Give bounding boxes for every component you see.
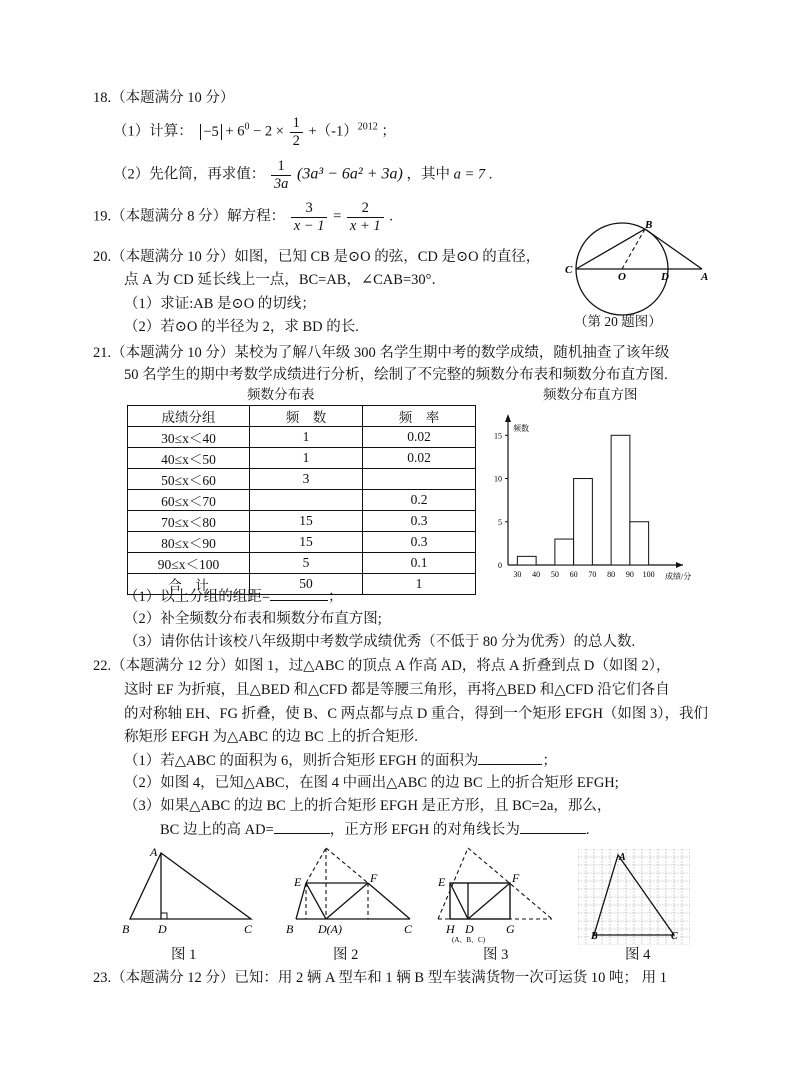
fig3-label-g: G xyxy=(506,922,515,936)
q20-line4: （2）若⊙O 的半径为 2，求 BD 的长. xyxy=(124,319,359,335)
q20-line2: 点 A 为 CD 延长线上一点，BC=AB，∠CAB=30°． xyxy=(124,272,446,288)
histogram-x-label: 成绩/分 xyxy=(665,572,692,581)
q18-part1 xyxy=(113,115,396,149)
q22-sub4-blank-diagonal xyxy=(520,821,586,834)
histogram-x-tick-label: 100 xyxy=(642,570,655,579)
fig1-label-a: A xyxy=(150,845,158,859)
q20-chord-cb xyxy=(576,229,645,269)
q22-sub3: （3）如果△ABC 的边 BC 上的折合矩形 EFGH 是正方形，且 BC=2a，那么， xyxy=(124,798,612,814)
histogram-y-tick-label: 15 xyxy=(494,431,502,441)
q18-part1-end: ； xyxy=(381,123,396,140)
fig3-line-fd xyxy=(468,883,510,919)
q18-exp-2012: 2012 xyxy=(357,121,378,133)
q22-line3: 的对称轴 EH、FG 折叠，使 B、C 两点都与点 D 重合，得到一个矩形 EFGH（如图 3），我们 xyxy=(124,706,709,722)
table-cell: 60≤x＜70 xyxy=(128,490,250,511)
table-row xyxy=(128,427,476,448)
q22-sub2: （2）如图 4，已知△ABC，在图 4 中画出△ABC 的边 BC 上的折合矩形 EFGH; xyxy=(124,775,619,791)
fig3-label-f: F xyxy=(512,871,520,885)
q20-label-b: B xyxy=(645,219,653,231)
table-cell: 0.1 xyxy=(363,553,476,574)
q21-table-title: 频数分布表 xyxy=(247,387,315,402)
histogram-y-arrow xyxy=(505,414,511,422)
fig3-label-e: E xyxy=(438,875,446,889)
q18-expr-d: +（-1） xyxy=(308,123,358,140)
q19-end: . xyxy=(389,208,393,225)
q22-sub4-height-text: BC 边上的高 AD= xyxy=(160,822,274,838)
table-cell: 15 xyxy=(250,532,363,553)
q18-expr-b: + 6 xyxy=(225,123,245,140)
fig1-right-angle-mark xyxy=(161,913,167,919)
q21-chart-title: 频数分布直方图 xyxy=(543,387,638,402)
fig2-label-b: B xyxy=(286,922,294,936)
table-cell: 1 xyxy=(250,427,363,448)
q18-part2-expr: (3a³ − 6a² + 3a) xyxy=(297,165,403,183)
table-cell: 15 xyxy=(250,511,363,532)
q21-line2: 50 名学生的期中考数学成绩进行分析，绘制了不完整的频数分布表和频数分布直方图. xyxy=(124,367,668,383)
table-cell: 0.2 xyxy=(363,490,476,511)
q18-exp-zero: 0 xyxy=(244,121,250,133)
fig1-label-b: B xyxy=(122,922,130,936)
table-cell: 80≤x＜90 xyxy=(128,532,250,553)
fig1-triangle xyxy=(130,853,251,919)
histogram-x-tick-label: 70 xyxy=(588,570,597,579)
histogram-x-tick-label: 90 xyxy=(625,570,634,579)
table-row xyxy=(128,490,476,511)
q21-sub1-text: （1）以上分组的组距= xyxy=(124,589,270,605)
q20-line1: 20.（本题满分 10 分）如图，已知 CB 是⊙O 的弦，CD 是⊙O 的直径， xyxy=(93,249,541,265)
q18-title: 18.（本题满分 10 分） xyxy=(93,90,235,106)
q20-label-a: A xyxy=(701,271,709,283)
fig4-label-a: A xyxy=(619,852,626,863)
q19-title: 19.（本题满分 8 分）解方程： xyxy=(93,208,286,225)
table-cell: 50 xyxy=(250,574,363,595)
q21-sub1-blank xyxy=(270,588,328,601)
q21-line1: 21.（本题满分 10 分）某校为了解八年级 300 名学生期中考的数学成绩，随机抽查了该年级 xyxy=(93,345,670,361)
fig3-label-h: H xyxy=(446,922,455,936)
table-row xyxy=(128,448,476,469)
q21-sub1 xyxy=(124,588,342,606)
q20-label-d: D xyxy=(661,271,669,283)
table-header-row xyxy=(128,406,476,427)
q22-line1: 22.（本题满分 12 分）如图 1，过△ABC 的顶点 A 作高 AD，将点 A 折叠到点 D（如图 2）， xyxy=(93,658,671,674)
q20-tangent-ab xyxy=(645,229,702,269)
q18-part2 xyxy=(113,158,492,192)
table-row xyxy=(128,553,476,574)
q22-sub1-text: （1）若△ABC 的面积为 6，则折合矩形 EFGH 的面积为 xyxy=(124,753,479,769)
histogram-y-tick-label: 10 xyxy=(494,474,502,484)
histogram-y-tick-label: 0 xyxy=(498,561,502,570)
table-cell: 0.3 xyxy=(363,511,476,532)
table-cell: 0.02 xyxy=(363,427,476,448)
q22-figure-1 xyxy=(118,843,268,939)
histogram-bar xyxy=(517,556,536,565)
histogram-x-tick-label: 60 xyxy=(569,570,578,579)
fig2-line-fd xyxy=(326,883,368,919)
fig2-dashed-af xyxy=(326,848,368,883)
q18-part2-end: . xyxy=(488,166,493,183)
histogram-x-tick-label: 80 xyxy=(607,570,616,579)
fig4-label-c: C xyxy=(671,931,678,942)
q22-figure-4 xyxy=(578,849,690,945)
table-cell: 70≤x＜80 xyxy=(128,511,250,532)
table-row xyxy=(128,469,476,490)
table-cell: 30≤x＜40 xyxy=(128,427,250,448)
q18-part2-fraction: $\frac{1}{3a}$ xyxy=(271,158,292,192)
q22-figure-2 xyxy=(282,843,422,939)
fig2-side-fc xyxy=(368,883,410,919)
histogram-bar xyxy=(611,435,630,565)
table-cell: 0.3 xyxy=(363,532,476,553)
q18-part2-label: （2）先化简，再求值： xyxy=(113,166,266,183)
fig3-caption: 图 3 xyxy=(483,947,509,963)
q19-fraction-left: $\frac{3}{x - 1}$ xyxy=(291,200,328,234)
histogram-x-tick-label: 40 xyxy=(532,570,541,579)
q22-sub1 xyxy=(124,752,557,770)
q20-line3: （1）求证:AB 是⊙O 的切线； xyxy=(124,296,316,312)
q20-label-c: C xyxy=(565,264,573,276)
q22-sub1-end: ； xyxy=(542,753,557,769)
table-cell: 1 xyxy=(363,574,476,595)
table-cell: 0.02 xyxy=(363,448,476,469)
q21-sub2: （2）补全频数分布表和频数分布直方图; xyxy=(124,611,382,627)
q22-sub4-blank-height xyxy=(274,821,330,834)
fig1-label-d: D xyxy=(158,922,167,936)
table-cell: 3 xyxy=(250,469,363,490)
fig4-label-b: B xyxy=(591,931,598,942)
table-cell: 40≤x＜50 xyxy=(128,448,250,469)
fig2-label-c: C xyxy=(404,922,413,936)
q19-fraction-right: $\frac{2}{x + 1}$ xyxy=(347,200,384,234)
q22-sub4-end: . xyxy=(585,822,590,838)
frequency-histogram xyxy=(478,408,718,588)
table-header-cell: 成绩分组 xyxy=(128,406,250,427)
fig2-line-ed xyxy=(306,883,326,919)
q22-sub1-blank xyxy=(478,752,542,765)
fig4-caption: 图 4 xyxy=(625,947,651,963)
q20-circle-figure xyxy=(562,216,717,316)
fig1-caption: 图 1 xyxy=(171,947,197,963)
histogram-x-tick-label: 50 xyxy=(550,570,559,579)
q22-figure-3 xyxy=(432,843,562,945)
table-cell: 1 xyxy=(250,448,363,469)
q18-part2-tail: ，其中 xyxy=(406,166,450,183)
q21-sub3: （3）请你估计该校八年级期中考数学成绩优秀（不低于 80 分为优秀）的总人数. xyxy=(124,634,636,650)
histogram-bar xyxy=(555,539,574,565)
table-row xyxy=(128,511,476,532)
histogram-bar xyxy=(574,479,593,565)
fig3-sub-label: (A、B、C) xyxy=(452,936,486,944)
histogram-x-arrow xyxy=(676,562,683,568)
table-cell: 90≤x＜100 xyxy=(128,553,250,574)
table-cell: 50≤x＜60 xyxy=(128,469,250,490)
frequency-table xyxy=(127,405,476,595)
fig2-label-e: E xyxy=(294,875,302,889)
histogram-bar xyxy=(630,522,649,565)
q18-part1-label: （1）计算： xyxy=(113,123,193,140)
table-cell xyxy=(363,469,476,490)
fig1-label-c: C xyxy=(244,922,253,936)
table-cell xyxy=(250,490,363,511)
q22-sub4 xyxy=(160,821,589,839)
table-header-cell: 频 数 xyxy=(250,406,363,427)
table-row xyxy=(128,532,476,553)
fig3-label-d: D xyxy=(465,922,474,936)
table-cell: 合 计 xyxy=(128,574,250,595)
fig3-line-ed xyxy=(450,883,468,919)
q20-label-o: O xyxy=(618,271,626,283)
q18-half-fraction: $\frac{1}{2}$ xyxy=(290,115,303,149)
q22-line2: 这时 EF 为折痕，且△BED 和△CFD 都是等腰三角形，再将△BED 和△CFD 沿它们各自 xyxy=(124,682,670,698)
q19 xyxy=(93,200,393,234)
q19-equals: = xyxy=(333,208,342,225)
q20-figure-caption: （第 20 题图） xyxy=(574,314,662,329)
histogram-y-label: 频数 xyxy=(513,424,529,433)
histogram-y-tick-label: 5 xyxy=(498,517,502,527)
q22-sub4-diagonal-text: ，正方形 EFGH 的对角线长为 xyxy=(329,822,520,838)
q22-line4: 称矩形 EFGH 为△ABC 的边 BC 上的折合矩形. xyxy=(124,729,418,745)
table-header-cell: 频 率 xyxy=(363,406,476,427)
fig2-caption: 图 2 xyxy=(333,947,359,963)
q21-sub1-end: ； xyxy=(327,589,343,605)
table-cell: 5 xyxy=(250,553,363,574)
q18-expr-c: − 2 × xyxy=(253,123,284,140)
q23-line1: 23.（本题满分 12 分）已知：用 2 辆 A 型车和 1 辆 B 型车装满货物一次可运货 10 吨； 用 1 xyxy=(93,970,667,986)
histogram-x-tick-label: 30 xyxy=(513,570,522,579)
q18-abs-value: −5 xyxy=(200,124,221,140)
fig2-label-f: F xyxy=(370,871,378,885)
q18-part2-cond: a = 7 xyxy=(453,166,486,183)
fig2-label-da: D(A) xyxy=(318,922,342,936)
fig2-dashed-ea xyxy=(306,848,326,883)
